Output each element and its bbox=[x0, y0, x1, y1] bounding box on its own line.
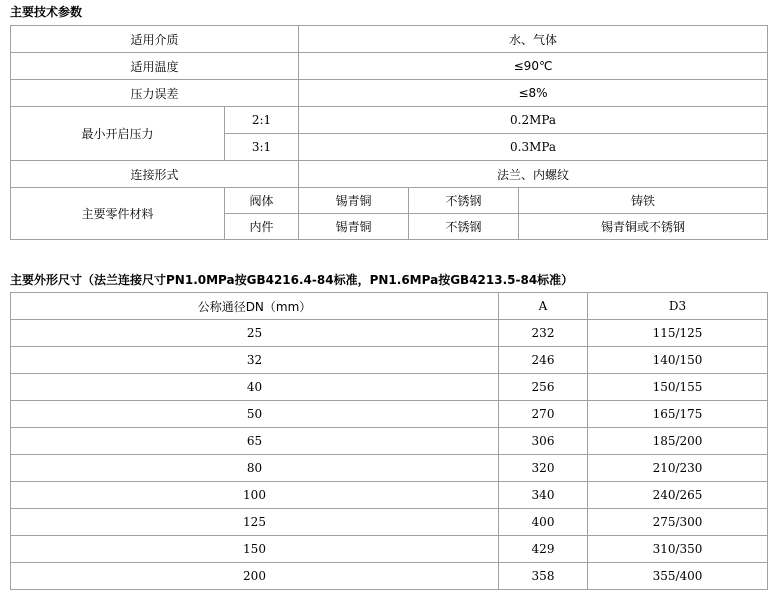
cell-dn: 200 bbox=[11, 563, 499, 590]
table-row bbox=[11, 347, 768, 374]
table-row bbox=[11, 161, 768, 188]
ratio-2: 3:1 bbox=[225, 134, 299, 161]
medium-value: 水、气体 bbox=[299, 26, 768, 53]
header-d3: D3 bbox=[588, 293, 768, 320]
cell-a: 429 bbox=[499, 536, 588, 563]
table-row bbox=[11, 536, 768, 563]
cell-d3: 355/400 bbox=[588, 563, 768, 590]
body-label: 阀体 bbox=[225, 188, 299, 214]
cell-d3: 310/350 bbox=[588, 536, 768, 563]
cell-a: 270 bbox=[499, 401, 588, 428]
cell-a: 358 bbox=[499, 563, 588, 590]
table-row bbox=[11, 320, 768, 347]
params-title: 主要技术参数 bbox=[10, 5, 83, 19]
connection-value: 法兰、内螺纹 bbox=[299, 161, 768, 188]
cell-a: 246 bbox=[499, 347, 588, 374]
error-label: 压力误差 bbox=[11, 80, 299, 107]
min-pressure-label: 最小开启压力 bbox=[11, 107, 225, 161]
cell-d3: 140/150 bbox=[588, 347, 768, 374]
cell-dn: 100 bbox=[11, 482, 499, 509]
header-dn: 公称通径DN（mm） bbox=[11, 293, 499, 320]
table-row bbox=[11, 563, 768, 590]
cell-d3: 210/230 bbox=[588, 455, 768, 482]
cell-dn: 40 bbox=[11, 374, 499, 401]
temp-value: ≤90℃ bbox=[299, 53, 768, 80]
body-material-1: 锡青铜 bbox=[299, 188, 409, 214]
table-header-row bbox=[11, 293, 768, 320]
error-value: ≤8% bbox=[299, 80, 768, 107]
cell-a: 400 bbox=[499, 509, 588, 536]
temp-label: 适用温度 bbox=[11, 53, 299, 80]
cell-a: 232 bbox=[499, 320, 588, 347]
cell-a: 320 bbox=[499, 455, 588, 482]
cell-dn: 125 bbox=[11, 509, 499, 536]
cell-d3: 150/155 bbox=[588, 374, 768, 401]
body-material-2: 不锈钢 bbox=[409, 188, 519, 214]
cell-d3: 115/125 bbox=[588, 320, 768, 347]
cell-dn: 25 bbox=[11, 320, 499, 347]
cell-dn: 80 bbox=[11, 455, 499, 482]
table-row bbox=[11, 482, 768, 509]
inner-material-2: 不锈钢 bbox=[409, 214, 519, 240]
material-label: 主要零件材料 bbox=[11, 188, 225, 240]
cell-a: 306 bbox=[499, 428, 588, 455]
inner-label: 内件 bbox=[225, 214, 299, 240]
cell-dn: 65 bbox=[11, 428, 499, 455]
technical-params-table bbox=[10, 25, 768, 240]
header-a: A bbox=[499, 293, 588, 320]
cell-dn: 32 bbox=[11, 347, 499, 374]
table-row bbox=[11, 26, 768, 53]
cell-dn: 150 bbox=[11, 536, 499, 563]
connection-label: 连接形式 bbox=[11, 161, 299, 188]
cell-d3: 185/200 bbox=[588, 428, 768, 455]
table-row bbox=[11, 374, 768, 401]
table-row bbox=[11, 428, 768, 455]
ratio-1-value: 0.2MPa bbox=[299, 107, 768, 134]
cell-dn: 50 bbox=[11, 401, 499, 428]
body-material-3: 铸铁 bbox=[519, 188, 768, 214]
table-row bbox=[11, 509, 768, 536]
dims-title: 主要外形尺寸（法兰连接尺寸PN1.0MPa按GB4216.4-84标准，PN1.6MPa按GB4213.5-84标准） bbox=[10, 273, 574, 287]
ratio-2-value: 0.3MPa bbox=[299, 134, 768, 161]
ratio-1: 2:1 bbox=[225, 107, 299, 134]
cell-a: 340 bbox=[499, 482, 588, 509]
cell-d3: 275/300 bbox=[588, 509, 768, 536]
dimensions-table bbox=[10, 292, 768, 590]
table-row bbox=[11, 188, 768, 214]
inner-material-3: 锡青铜或不锈钢 bbox=[519, 214, 768, 240]
inner-material-1: 锡青铜 bbox=[299, 214, 409, 240]
table-row bbox=[11, 401, 768, 428]
table-row bbox=[11, 455, 768, 482]
table-row bbox=[11, 53, 768, 80]
medium-label: 适用介质 bbox=[11, 26, 299, 53]
cell-d3: 240/265 bbox=[588, 482, 768, 509]
table-row bbox=[11, 80, 768, 107]
table-row bbox=[11, 107, 768, 134]
cell-d3: 165/175 bbox=[588, 401, 768, 428]
cell-a: 256 bbox=[499, 374, 588, 401]
